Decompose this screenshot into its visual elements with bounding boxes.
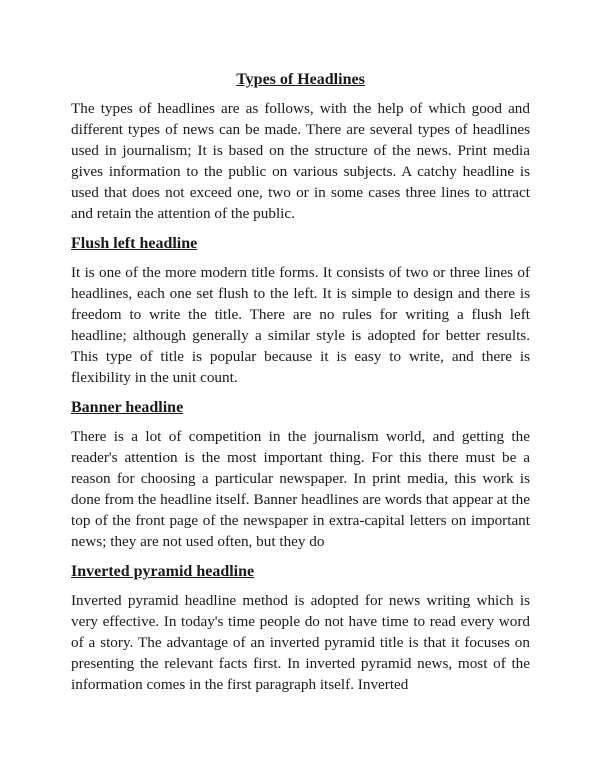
section-banner xyxy=(71,398,530,552)
section-paragraph: It is one of the more modern title forms. It consists of two or three lines of headlines, each one set flush to the left. It is simple to design and there is freedom to write the title. There are no rules for writing a flush left headline; although generally a similar style is adopted for better results. This type of title is popular because it is easy to write, and there is flexibility in the unit count. xyxy=(71,264,530,386)
section-heading: Banner headline xyxy=(71,399,184,416)
section-paragraph: Inverted pyramid headline method is adopted for news writing which is very effective. In today's time people do not have time to read every word of a story. The advantage of an inverted pyramid title is that it focuses on presenting the relevant facts first. In inverted pyramid news, most of the information comes in the first paragraph itself. Inverted xyxy=(71,592,530,693)
section-heading: Flush left headline xyxy=(71,235,198,252)
section-inverted-pyramid xyxy=(71,562,530,695)
section-paragraph: There is a lot of competition in the journalism world, and getting the reader's attention is the most important thing. For this there must be a reason for choosing a particular newspaper. In print media, this work is done from the headline itself. Banner headlines are words that appear at the top of the front page of the newspaper in extra-capital letters on important news; they are not used often, but they do xyxy=(71,428,530,550)
document-page xyxy=(71,70,530,701)
section-heading: Inverted pyramid headline xyxy=(71,563,255,580)
intro-paragraph: The types of headlines are as follows, with the help of which good and different types of news can be made. There are several types of headlines used in journalism; It is based on the structure of the news. Print media gives information to the public on various subjects. A catchy headline is used that does not exceed one, two or in some cases three lines to attract and retain the attention of the public. xyxy=(71,100,530,222)
document-title: Types of Headlines xyxy=(236,71,365,88)
section-flush-left xyxy=(71,234,530,388)
